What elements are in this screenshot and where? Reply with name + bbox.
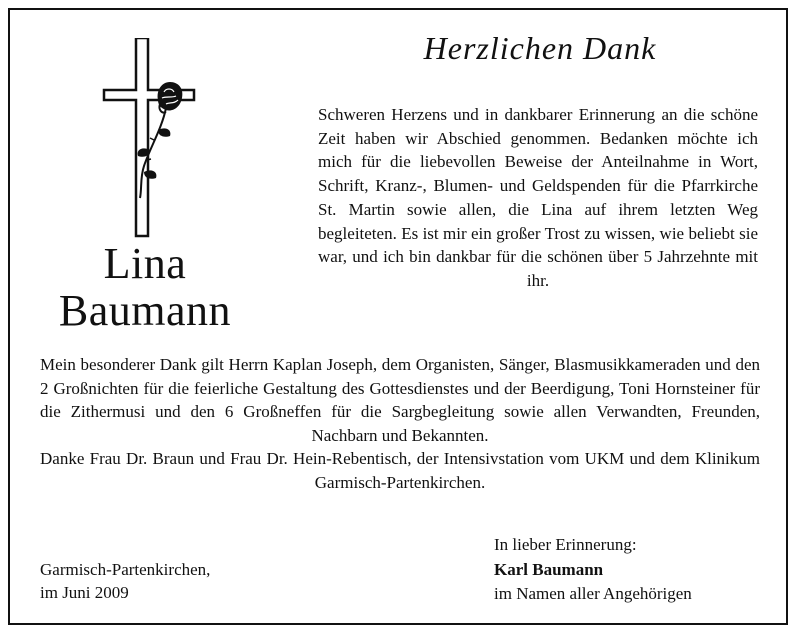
signer-note: im Namen aller Angehörigen bbox=[494, 584, 692, 603]
place-and-date bbox=[40, 558, 340, 604]
deceased-last-name: Baumann bbox=[58, 286, 232, 335]
thanks-section bbox=[40, 353, 760, 495]
thanks-paragraph: Danke Frau Dr. Braun und Frau Dr. Hein-Rebentisch, der Intensivstation vom UKM und dem Klinikum Garmisch-Partenkirchen. bbox=[40, 449, 760, 492]
deceased-first-name: Lina bbox=[103, 239, 187, 288]
cross-with-rose-icon bbox=[100, 38, 196, 238]
thanks-paragraph: Mein besonderer Dank gilt Herrn Kaplan Joseph, dem Organisten, Sänger, Blasmusikkameraden und den 2 Großnichten für die feierliche Gestaltung des Gottesdienstes und der Beerdigung, Toni Hornsteiner für die Zithermusi und den 6 Großneffen für die Sargbegleitung sowie allen Verwandten, Freunden, Nachbarn und Bekannten. bbox=[40, 355, 760, 445]
signature-block bbox=[494, 533, 774, 607]
notice-heading: Herzlichen Dank bbox=[423, 30, 657, 66]
date: im Juni 2009 bbox=[40, 583, 129, 602]
place: Garmisch-Partenkirchen, bbox=[40, 560, 211, 579]
closing-line: In lieber Erinnerung: bbox=[494, 535, 637, 554]
signer-name: Karl Baumann bbox=[494, 559, 604, 579]
intro-text: Schweren Herzens und in dankbarer Erinnerung an die schöne Zeit haben wir Abschied genommen. Bedanken möchte ich mich für die liebevollen Beweise der Anteilnahme in Wort, Schrift, Kranz-, Blumen- und Geldspenden für die Pfarrkirche St. Martin sowie allen, die Lina auf ihrem letzten Weg begleiteten. Es ist mir ein großer Trost zu wissen, wie beliebt sie war, und ich bin dankbar für die schönen über 5 Jahrzehnte mit ihr. bbox=[318, 105, 758, 290]
